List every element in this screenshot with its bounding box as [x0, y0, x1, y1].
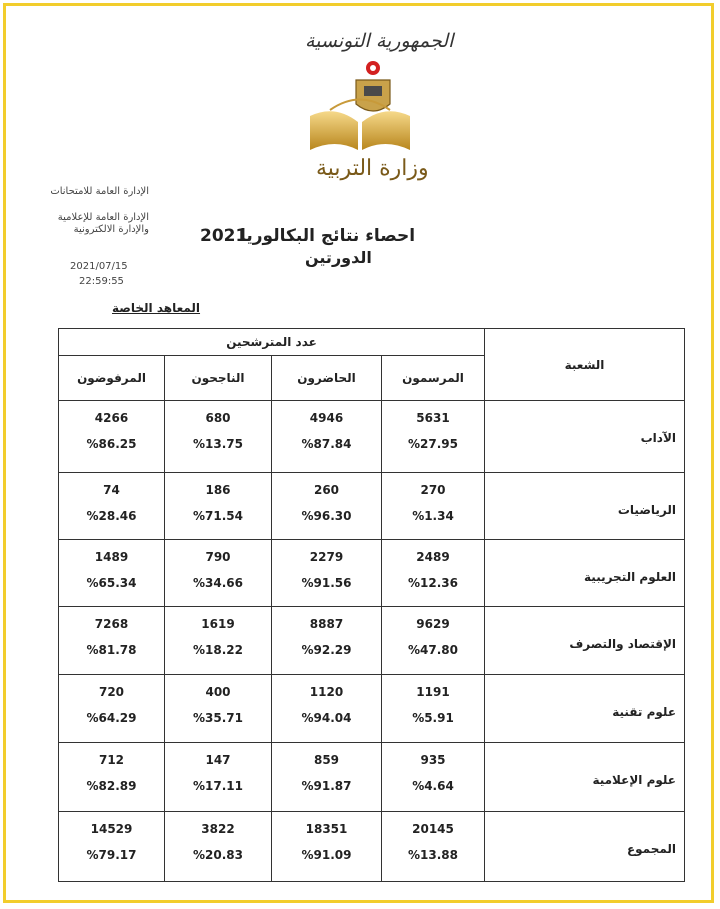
- cell-percent: %79.17: [86, 848, 137, 862]
- cell-count: 2489: [416, 550, 450, 564]
- cell-percent: %34.66: [193, 576, 243, 590]
- branch-cell: [485, 607, 685, 675]
- branch-name: علوم الإعلامية: [592, 773, 677, 787]
- cell-percent: %86.25: [86, 437, 137, 451]
- cell-registered: [382, 743, 485, 812]
- cell-percent: %71.54: [193, 509, 243, 523]
- cell-percent: %4.64: [412, 779, 454, 793]
- branch-cell: [485, 473, 685, 540]
- cell-rejected: [59, 607, 165, 675]
- cell-present: [272, 540, 382, 607]
- cell-count: 1120: [309, 685, 344, 699]
- cell-passed: [165, 473, 272, 540]
- issuer-egov: والإدارة الالكترونية: [73, 224, 149, 235]
- cell-percent: %12.36: [408, 576, 458, 590]
- cell-present: [272, 812, 382, 882]
- cell-passed: [165, 743, 272, 812]
- cell-count: 1489: [94, 550, 129, 564]
- republic-title: الجمهورية التونسية: [305, 30, 454, 52]
- cell-passed: [165, 607, 272, 675]
- cell-count: 400: [205, 685, 231, 699]
- cell-percent: %28.46: [86, 509, 137, 523]
- cell-registered: [382, 607, 485, 675]
- cell-count: 720: [98, 685, 125, 699]
- report-time: 22:59:55: [79, 276, 124, 287]
- cell-count: 5631: [416, 411, 450, 425]
- table-row: [59, 675, 685, 743]
- report-date: 2021/07/15: [70, 261, 128, 272]
- cell-registered: [382, 675, 485, 743]
- branch-name: الإقتصاد والتصرف: [569, 637, 677, 651]
- cell-rejected: [59, 473, 165, 540]
- cell-count: 680: [205, 411, 231, 425]
- cell-count: 4946: [309, 411, 344, 425]
- cell-percent: %91.87: [301, 779, 352, 793]
- cell-count: 147: [205, 753, 231, 767]
- branch-cell: [485, 743, 685, 812]
- branch-name: الآداب: [640, 431, 677, 445]
- cell-percent: %13.88: [408, 848, 458, 862]
- cell-percent: %13.75: [193, 437, 243, 451]
- cell-registered: [382, 812, 485, 882]
- cell-percent: %27.95: [408, 437, 458, 451]
- cell-registered: [382, 401, 485, 473]
- cell-registered: [382, 540, 485, 607]
- table-row: [59, 812, 685, 882]
- cell-count: 74: [103, 483, 120, 497]
- cell-percent: %35.71: [193, 711, 243, 725]
- results-table: [58, 328, 685, 882]
- cell-count: 1191: [416, 685, 450, 699]
- cell-percent: %65.34: [86, 576, 137, 590]
- cell-count: 4266: [94, 411, 129, 425]
- candidates-group-header: عدد المترشحين: [59, 329, 485, 356]
- cell-count: 3822: [201, 822, 235, 836]
- cell-percent: %91.09: [301, 848, 352, 862]
- branch-cell: [485, 401, 685, 473]
- cell-rejected: [59, 540, 165, 607]
- cell-rejected: [59, 401, 165, 473]
- cell-count: 20145: [412, 822, 454, 836]
- cell-count: 7268: [94, 617, 129, 631]
- table-row: [59, 743, 685, 812]
- cell-percent: %96.30: [301, 509, 352, 523]
- cell-count: 8887: [309, 617, 344, 631]
- branch-header: الشعبة: [485, 329, 685, 401]
- cell-percent: %64.29: [86, 711, 137, 725]
- table-row: [59, 473, 685, 540]
- cell-passed: [165, 675, 272, 743]
- section-label: المعاهد الخاصة: [112, 301, 201, 315]
- document-title: احصاء نتائج البكالوريا: [240, 226, 416, 246]
- cell-count: 935: [420, 753, 446, 767]
- cell-count: 270: [420, 483, 446, 497]
- table-body: [59, 401, 685, 882]
- document-subtitle: الدورتين: [305, 248, 372, 267]
- branch-name: علوم تقنية: [612, 705, 677, 719]
- cell-percent: %1.34: [412, 509, 454, 523]
- issuer-it: الإدارة العامة للإعلامية: [57, 212, 149, 223]
- cell-percent: %82.89: [86, 779, 137, 793]
- cell-percent: %5.91: [412, 711, 454, 725]
- issuer-exams: الإدارة العامة للامتحانات: [50, 186, 149, 197]
- cell-rejected: [59, 675, 165, 743]
- cell-count: 2279: [309, 550, 344, 564]
- cell-percent: %81.78: [86, 643, 137, 657]
- cell-passed: [165, 540, 272, 607]
- cell-percent: %17.11: [193, 779, 243, 793]
- branch-cell: [485, 812, 685, 882]
- cell-passed: [165, 401, 272, 473]
- cell-percent: %87.84: [301, 437, 352, 451]
- cell-count: 859: [313, 753, 340, 767]
- cell-present: [272, 473, 382, 540]
- col-passed: الناجحون: [165, 356, 272, 401]
- cell-present: [272, 401, 382, 473]
- ministry-emblem: [300, 54, 420, 158]
- branch-name: المجموع: [626, 842, 677, 856]
- cell-count: 14529: [90, 822, 133, 836]
- cell-count: 186: [205, 483, 231, 497]
- col-rejected: المرفوضون: [59, 356, 165, 401]
- document-year: 2021: [200, 226, 248, 246]
- cell-count: 1619: [201, 617, 235, 631]
- cell-count: 9629: [416, 617, 450, 631]
- cell-percent: %20.83: [193, 848, 243, 862]
- cell-registered: [382, 473, 485, 540]
- cell-count: 790: [205, 550, 231, 564]
- cell-count: 18351: [305, 822, 348, 836]
- cell-present: [272, 743, 382, 812]
- cell-count: 260: [313, 483, 340, 497]
- table-row: [59, 607, 685, 675]
- branch-name: العلوم التجريبية: [584, 570, 677, 584]
- cell-percent: %18.22: [193, 643, 243, 657]
- cell-passed: [165, 812, 272, 882]
- branch-cell: [485, 675, 685, 743]
- ministry-name: وزارة التربية: [316, 156, 429, 181]
- cell-percent: %94.04: [301, 711, 352, 725]
- col-present: الحاضرون: [272, 356, 382, 401]
- cell-rejected: [59, 812, 165, 882]
- cell-count: 712: [98, 753, 125, 767]
- table-row: [59, 540, 685, 607]
- cell-percent: %47.80: [408, 643, 458, 657]
- cell-percent: %92.29: [301, 643, 352, 657]
- branch-cell: [485, 540, 685, 607]
- cell-percent: %91.56: [301, 576, 352, 590]
- cell-present: [272, 607, 382, 675]
- cell-rejected: [59, 743, 165, 812]
- cell-present: [272, 675, 382, 743]
- branch-name: الرياضيات: [617, 503, 677, 517]
- table-row: [59, 401, 685, 473]
- col-registered: المرسمون: [382, 356, 485, 401]
